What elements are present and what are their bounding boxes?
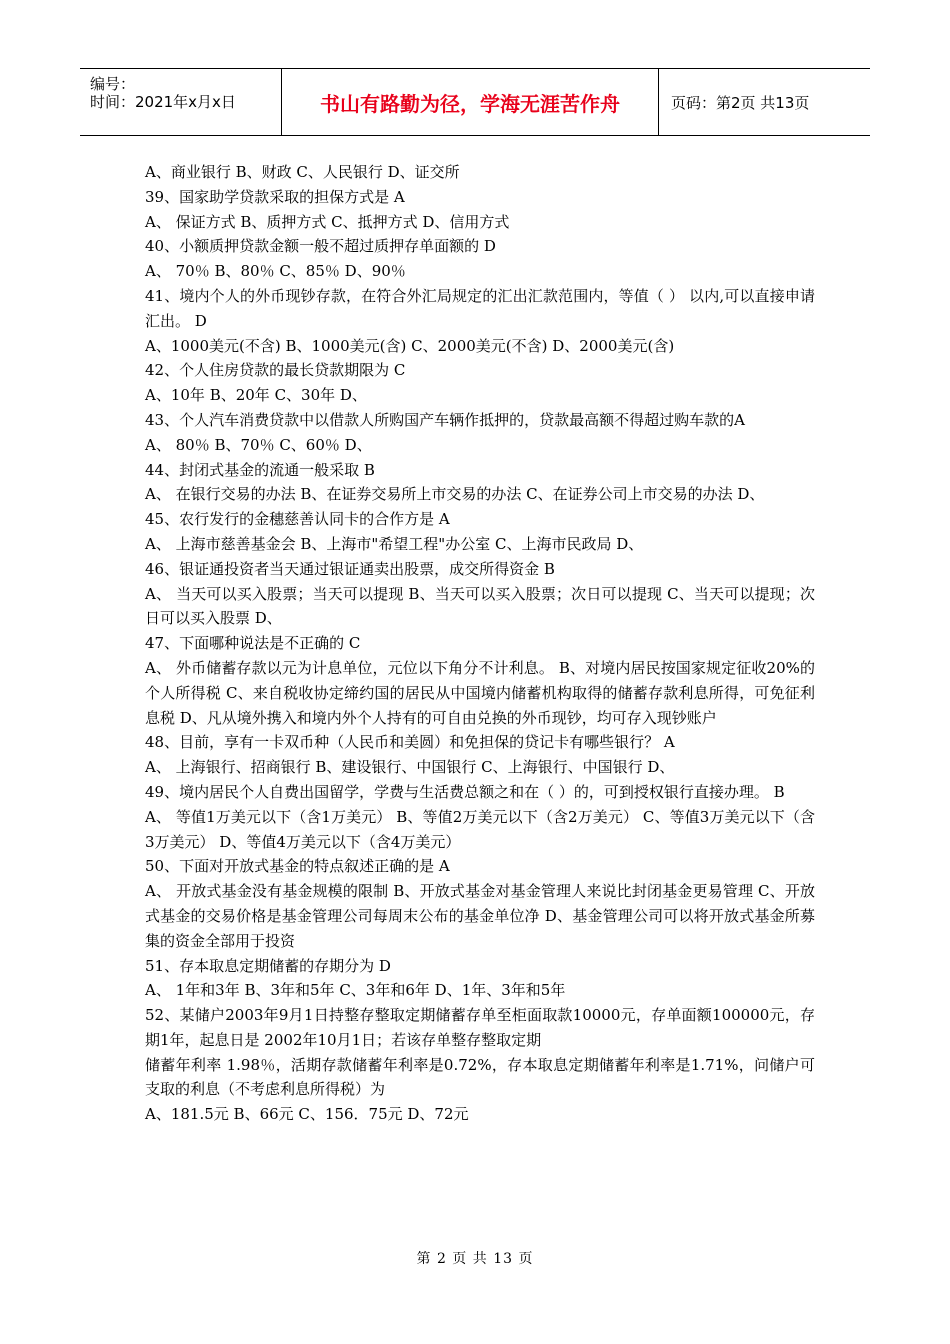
text-line: 48、目前，享有一卡双币种（人民币和美圆）和免担保的贷记卡有哪些银行？ A bbox=[145, 733, 675, 752]
text-line: A、181.5元 B、66元 C、156．75元 D、72元 bbox=[145, 1105, 469, 1124]
text-line: A、 等值1万美元以下（含1万美元） B、等值2万美元以下（含2万美元） C、等值3万美元以下（含3万美元） D、等值4万美元以下（含4万美元） bbox=[145, 807, 815, 851]
text-line: 49、境内居民个人自费出国留学，学费与生活费总额之和在（ ）的，可到授权银行直接办理。 B bbox=[145, 782, 785, 801]
text-line: 42、个人住房贷款的最长贷款期限为 C bbox=[145, 361, 406, 380]
text-line: 39、国家助学贷款采取的担保方式是 A bbox=[145, 187, 405, 206]
text-line: 51、存本取息定期储蓄的存期分为 D bbox=[145, 956, 391, 975]
header-info-cell bbox=[80, 69, 282, 135]
text-line: 52、某储户2003年9月1日持整存整取定期储蓄存单至柜面取款10000元，存单面额100000元，存期1年，起息日是 2002年10月1日；若该存单整存整取定期 bbox=[145, 1006, 815, 1049]
text-line: 44、封闭式基金的流通一般采取 B bbox=[145, 460, 375, 479]
text-line: A、 70％ B、80％ C、85％ D、90％ bbox=[145, 262, 406, 281]
text-line: 45、农行发行的金穗慈善认同卡的合作方是 A bbox=[145, 510, 450, 529]
text-line: 41、境内个人的外币现钞存款，在符合外汇局规定的汇出汇款范围内，等值（ ） 以内,可以直接申请汇出。 D bbox=[145, 286, 815, 330]
text-line: A、 1年和3年 B、3年和5年 C、3年和6年 D、1年、3年和5年 bbox=[145, 981, 566, 1000]
text-line: A、商业银行 B、财政 C、人民银行 D、证交所 bbox=[145, 163, 460, 181]
text-line: 46、银证通投资者当天通过银证通卖出股票，成交所得资金 B bbox=[145, 559, 555, 578]
document-number-label: 编号： bbox=[90, 75, 136, 93]
header-motto: 书山有路勤为径，学海无涯苦作舟 bbox=[320, 91, 620, 116]
text-line: A、 开放式基金没有基金规模的限制 B、开放式基金对基金管理人来说比封闭基金更易管理 C、开放式基金的交易价格是基金管理公司每周末公布的基金单位净 D、基金管理公司可以将开放式基金所募集的资金全部用于投资 bbox=[145, 882, 815, 950]
text-line: A、 80％ B、70％ C、60％ D、 bbox=[145, 435, 372, 454]
header-page-number: 页码：第2页 共13页 bbox=[671, 93, 810, 112]
document-date-label: 时间：2021年x月x日 bbox=[90, 93, 236, 111]
text-line: A、10年 B、20年 C、30年 D、 bbox=[145, 386, 367, 405]
text-line: A、 外币储蓄存款以元为计息单位，元位以下角分不计利息。 B、对境内居民按国家规定征收20%的个人所得税 C、来自税收协定缔约国的居民从中国境内储蓄机构取得的储蓄存款利息所得，可免征利息税 D、凡从境外携入和境内外个人持有的可自由兑换的外币现钞，均可存入现钞账户 bbox=[145, 658, 815, 727]
text-line: A、 当天可以买入股票；当天可以提现 B、当天可以买入股票；次日可以提现 C、当天可以提现；次日可以买入股票 D、 bbox=[145, 584, 815, 628]
page-header bbox=[80, 68, 870, 136]
text-line: 储蓄年利率 1.98％，活期存款储蓄年利率是0.72%，存本取息定期储蓄年利率是1.71%，问储户可支取的利息（不考虑利息所得税）为 bbox=[145, 1055, 815, 1099]
text-line: 50、下面对开放式基金的特点叙述正确的是 A bbox=[145, 857, 450, 876]
document-body bbox=[145, 160, 815, 1127]
text-line: A、 上海银行、招商银行 B、建设银行、中国银行 C、上海银行、中国银行 D、 bbox=[145, 758, 675, 777]
text-line: A、 上海市慈善基金会 B、上海市"希望工程"办公室 C、上海市民政局 D、 bbox=[145, 534, 644, 553]
text-line: 43、个人汽车消费贷款中以借款人所购国产车辆作抵押的，贷款最高额不得超过购车款的A bbox=[145, 410, 745, 429]
text-line: A、 在银行交易的办法 B、在证券交易所上市交易的办法 C、在证券公司上市交易的办法 D、 bbox=[145, 485, 765, 504]
text-line: 40、小额质押贷款金额一般不超过质押存单面额的 D bbox=[145, 237, 496, 256]
text-line: 47、下面哪种说法是不正确的 C bbox=[145, 634, 361, 653]
text-line: A、 保证方式 B、质押方式 C、抵押方式 D、信用方式 bbox=[145, 212, 510, 231]
text-line: A、1000美元(不含) B、1000美元(含) C、2000美元(不含) D、2000美元(含) bbox=[145, 336, 675, 355]
page-footer: 第 2 页 共 13 页 bbox=[416, 1251, 534, 1267]
header-motto-cell bbox=[282, 69, 659, 135]
